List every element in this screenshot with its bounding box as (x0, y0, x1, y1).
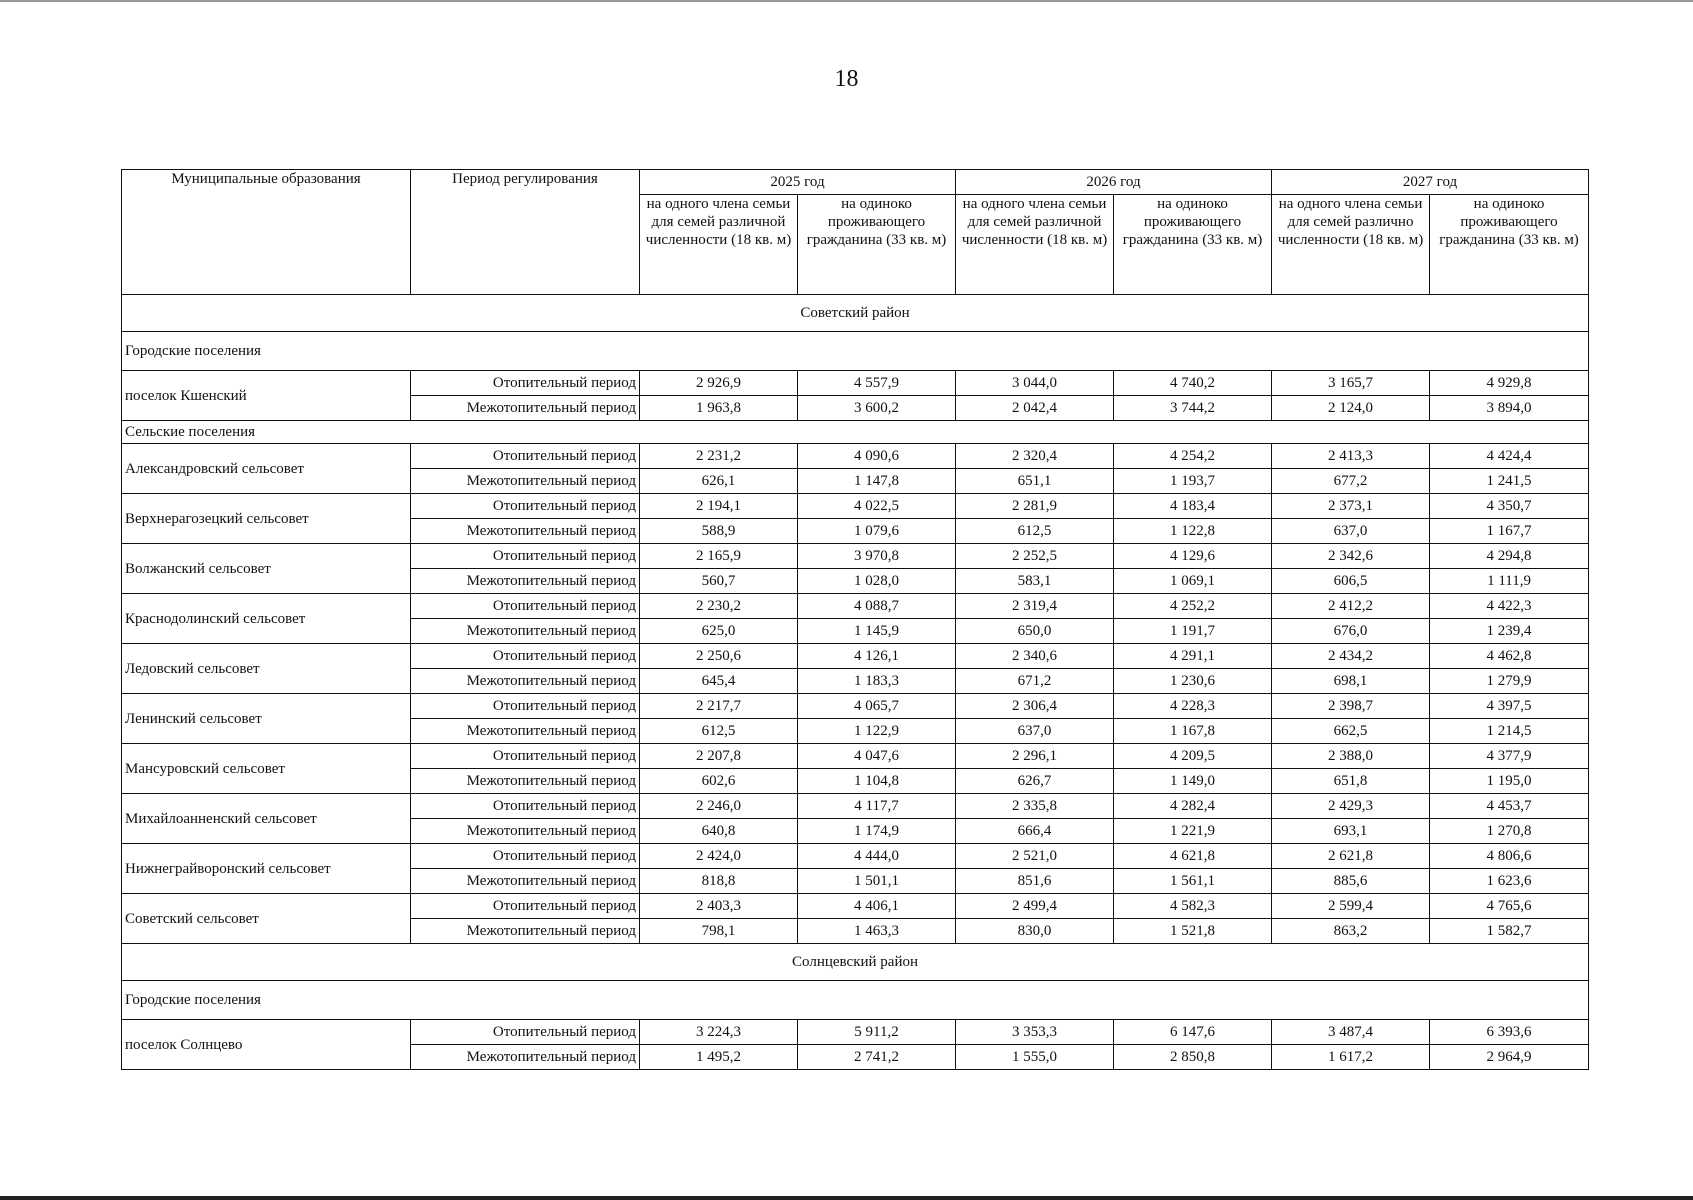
period-non-heating: Межотопительный период (411, 519, 640, 544)
table-body (122, 295, 1589, 1070)
value-cell: 588,9 (640, 519, 798, 544)
value-cell: 4 252,2 (1114, 594, 1272, 619)
period-heating: Отопительный период (411, 744, 640, 769)
value-cell: 1 270,8 (1430, 819, 1589, 844)
value-cell: 4 129,6 (1114, 544, 1272, 569)
group-name: Городские поселения (122, 981, 1589, 1020)
value-cell: 4 291,1 (1114, 644, 1272, 669)
period-non-heating: Межотопительный период (411, 1045, 640, 1070)
value-cell: 4 282,4 (1114, 794, 1272, 819)
value-cell: 1 221,9 (1114, 819, 1272, 844)
value-cell: 2 252,5 (956, 544, 1114, 569)
value-cell: 612,5 (956, 519, 1114, 544)
table-row (122, 371, 1589, 396)
subheader-2025-family: на одного члена семьи для семей различной численности (18 кв. м) (640, 195, 798, 295)
value-cell: 2 250,6 (640, 644, 798, 669)
municipality-name: поселок Кшенский (122, 371, 411, 421)
top-border-line (0, 0, 1693, 2)
value-cell: 626,7 (956, 769, 1114, 794)
value-cell: 3 044,0 (956, 371, 1114, 396)
value-cell: 798,1 (640, 919, 798, 944)
value-cell: 4 422,3 (1430, 594, 1589, 619)
table-row (122, 894, 1589, 919)
value-cell: 2 320,4 (956, 444, 1114, 469)
value-cell: 2 741,2 (798, 1045, 956, 1070)
value-cell: 4 397,5 (1430, 694, 1589, 719)
value-cell: 2 850,8 (1114, 1045, 1272, 1070)
value-cell: 626,1 (640, 469, 798, 494)
value-cell: 625,0 (640, 619, 798, 644)
value-cell: 2 342,6 (1272, 544, 1430, 569)
period-heating: Отопительный период (411, 1020, 640, 1045)
value-cell: 3 224,3 (640, 1020, 798, 1045)
value-cell: 4 765,6 (1430, 894, 1589, 919)
value-cell: 4 254,2 (1114, 444, 1272, 469)
value-cell: 3 165,7 (1272, 371, 1430, 396)
value-cell: 2 306,4 (956, 694, 1114, 719)
table-row (122, 594, 1589, 619)
value-cell: 1 623,6 (1430, 869, 1589, 894)
tariff-table (121, 169, 1589, 1070)
municipality-name: Волжанский сельсовет (122, 544, 411, 594)
value-cell: 885,6 (1272, 869, 1430, 894)
period-non-heating: Межотопительный период (411, 619, 640, 644)
value-cell: 2 246,0 (640, 794, 798, 819)
period-non-heating: Межотопительный период (411, 569, 640, 594)
table-row (122, 694, 1589, 719)
value-cell: 4 183,4 (1114, 494, 1272, 519)
value-cell: 1 501,1 (798, 869, 956, 894)
value-cell: 4 090,6 (798, 444, 956, 469)
value-cell: 4 621,8 (1114, 844, 1272, 869)
table-row (122, 1020, 1589, 1045)
value-cell: 3 970,8 (798, 544, 956, 569)
value-cell: 651,8 (1272, 769, 1430, 794)
value-cell: 1 521,8 (1114, 919, 1272, 944)
municipality-name: Михайлоанненский сельсовет (122, 794, 411, 844)
value-cell: 2 429,3 (1272, 794, 1430, 819)
value-cell: 2 217,7 (640, 694, 798, 719)
value-cell: 6 393,6 (1430, 1020, 1589, 1045)
value-cell: 4 806,6 (1430, 844, 1589, 869)
value-cell: 1 214,5 (1430, 719, 1589, 744)
period-heating: Отопительный период (411, 644, 640, 669)
value-cell: 4 582,3 (1114, 894, 1272, 919)
period-heating: Отопительный период (411, 444, 640, 469)
period-heating: Отопительный период (411, 894, 640, 919)
value-cell: 3 894,0 (1430, 396, 1589, 421)
subheader-2027-single: на одиноко проживающего гражданина (33 кв. м) (1430, 195, 1589, 295)
value-cell: 830,0 (956, 919, 1114, 944)
value-cell: 612,5 (640, 719, 798, 744)
group-row (122, 981, 1589, 1020)
value-cell: 1 069,1 (1114, 569, 1272, 594)
period-heating: Отопительный период (411, 794, 640, 819)
value-cell: 671,2 (956, 669, 1114, 694)
value-cell: 2 335,8 (956, 794, 1114, 819)
header-year-2027: 2027 год (1272, 170, 1589, 195)
value-cell: 1 582,7 (1430, 919, 1589, 944)
value-cell: 650,0 (956, 619, 1114, 644)
value-cell: 2 165,9 (640, 544, 798, 569)
period-non-heating: Межотопительный период (411, 396, 640, 421)
period-non-heating: Межотопительный период (411, 669, 640, 694)
value-cell: 2 621,8 (1272, 844, 1430, 869)
value-cell: 4 557,9 (798, 371, 956, 396)
district-name: Солнцевский район (122, 944, 1589, 981)
value-cell: 1 167,8 (1114, 719, 1272, 744)
value-cell: 2 424,0 (640, 844, 798, 869)
subheader-2026-family: на одного члена семьи для семей различной численности (18 кв. м) (956, 195, 1114, 295)
value-cell: 583,1 (956, 569, 1114, 594)
value-cell: 4 453,7 (1430, 794, 1589, 819)
value-cell: 1 191,7 (1114, 619, 1272, 644)
value-cell: 2 926,9 (640, 371, 798, 396)
period-non-heating: Межотопительный период (411, 769, 640, 794)
value-cell: 1 167,7 (1430, 519, 1589, 544)
municipality-name: Верхнерагозецкий сельсовет (122, 494, 411, 544)
value-cell: 651,1 (956, 469, 1114, 494)
value-cell: 4 209,5 (1114, 744, 1272, 769)
value-cell: 1 193,7 (1114, 469, 1272, 494)
value-cell: 2 388,0 (1272, 744, 1430, 769)
value-cell: 698,1 (1272, 669, 1430, 694)
period-heating: Отопительный период (411, 544, 640, 569)
value-cell: 2 230,2 (640, 594, 798, 619)
value-cell: 637,0 (956, 719, 1114, 744)
bottom-border-line (0, 1196, 1693, 1200)
subheader-2025-single: на одиноко проживающего гражданина (33 кв. м) (798, 195, 956, 295)
value-cell: 2 281,9 (956, 494, 1114, 519)
municipality-name: Мансуровский сельсовет (122, 744, 411, 794)
municipality-name: Ледовский сельсовет (122, 644, 411, 694)
value-cell: 2 373,1 (1272, 494, 1430, 519)
district-name: Советский район (122, 295, 1589, 332)
period-non-heating: Межотопительный период (411, 469, 640, 494)
header-period: Период регулирования (411, 170, 640, 295)
period-non-heating: Межотопительный период (411, 919, 640, 944)
value-cell: 4 444,0 (798, 844, 956, 869)
value-cell: 4 065,7 (798, 694, 956, 719)
value-cell: 1 279,9 (1430, 669, 1589, 694)
value-cell: 676,0 (1272, 619, 1430, 644)
period-non-heating: Межотопительный период (411, 819, 640, 844)
value-cell: 1 122,8 (1114, 519, 1272, 544)
value-cell: 1 145,9 (798, 619, 956, 644)
value-cell: 2 499,4 (956, 894, 1114, 919)
value-cell: 2 319,4 (956, 594, 1114, 619)
value-cell: 4 088,7 (798, 594, 956, 619)
value-cell: 851,6 (956, 869, 1114, 894)
value-cell: 2 964,9 (1430, 1045, 1589, 1070)
table-row (122, 544, 1589, 569)
value-cell: 1 147,8 (798, 469, 956, 494)
group-name: Городские поселения (122, 332, 1589, 371)
value-cell: 1 963,8 (640, 396, 798, 421)
value-cell: 1 028,0 (798, 569, 956, 594)
table-row (122, 444, 1589, 469)
value-cell: 4 126,1 (798, 644, 956, 669)
value-cell: 662,5 (1272, 719, 1430, 744)
value-cell: 2 194,1 (640, 494, 798, 519)
value-cell: 4 406,1 (798, 894, 956, 919)
table-row (122, 844, 1589, 869)
value-cell: 2 413,3 (1272, 444, 1430, 469)
header-year-2025: 2025 год (640, 170, 956, 195)
period-non-heating: Межотопительный период (411, 719, 640, 744)
value-cell: 1 463,3 (798, 919, 956, 944)
value-cell: 2 398,7 (1272, 694, 1430, 719)
value-cell: 645,4 (640, 669, 798, 694)
value-cell: 6 147,6 (1114, 1020, 1272, 1045)
value-cell: 1 239,4 (1430, 619, 1589, 644)
value-cell: 4 424,4 (1430, 444, 1589, 469)
subheader-2027-family: на одного члена семьи для семей различно численности (18 кв. м) (1272, 195, 1430, 295)
value-cell: 2 042,4 (956, 396, 1114, 421)
value-cell: 2 124,0 (1272, 396, 1430, 421)
table-row (122, 794, 1589, 819)
value-cell: 1 104,8 (798, 769, 956, 794)
value-cell: 560,7 (640, 569, 798, 594)
value-cell: 4 022,5 (798, 494, 956, 519)
header-year-2026: 2026 год (956, 170, 1272, 195)
table-row (122, 744, 1589, 769)
value-cell: 4 294,8 (1430, 544, 1589, 569)
period-heating: Отопительный период (411, 494, 640, 519)
municipality-name: Краснодолинский сельсовет (122, 594, 411, 644)
period-heating: Отопительный период (411, 844, 640, 869)
period-heating: Отопительный период (411, 371, 640, 396)
value-cell: 3 600,2 (798, 396, 956, 421)
value-cell: 2 340,6 (956, 644, 1114, 669)
value-cell: 5 911,2 (798, 1020, 956, 1045)
value-cell: 2 207,8 (640, 744, 798, 769)
value-cell: 2 231,2 (640, 444, 798, 469)
value-cell: 4 350,7 (1430, 494, 1589, 519)
value-cell: 1 174,9 (798, 819, 956, 844)
value-cell: 1 149,0 (1114, 769, 1272, 794)
municipality-name: поселок Солнцево (122, 1020, 411, 1070)
group-row (122, 421, 1589, 444)
table-row (122, 494, 1589, 519)
subheader-2026-single: на одиноко проживающего гражданина (33 кв. м) (1114, 195, 1272, 295)
period-non-heating: Межотопительный период (411, 869, 640, 894)
value-cell: 2 412,2 (1272, 594, 1430, 619)
value-cell: 2 521,0 (956, 844, 1114, 869)
period-heating: Отопительный период (411, 594, 640, 619)
value-cell: 1 561,1 (1114, 869, 1272, 894)
municipality-name: Александровский сельсовет (122, 444, 411, 494)
value-cell: 1 617,2 (1272, 1045, 1430, 1070)
page-number: 18 (834, 66, 859, 92)
municipality-name: Советский сельсовет (122, 894, 411, 944)
value-cell: 2 599,4 (1272, 894, 1430, 919)
value-cell: 2 296,1 (956, 744, 1114, 769)
value-cell: 1 495,2 (640, 1045, 798, 1070)
value-cell: 2 403,3 (640, 894, 798, 919)
value-cell: 677,2 (1272, 469, 1430, 494)
value-cell: 3 744,2 (1114, 396, 1272, 421)
municipality-name: Ленинский сельсовет (122, 694, 411, 744)
value-cell: 4 228,3 (1114, 694, 1272, 719)
value-cell: 4 929,8 (1430, 371, 1589, 396)
value-cell: 1 230,6 (1114, 669, 1272, 694)
municipality-name: Нижнеграйворонский сельсовет (122, 844, 411, 894)
value-cell: 602,6 (640, 769, 798, 794)
value-cell: 637,0 (1272, 519, 1430, 544)
value-cell: 4 117,7 (798, 794, 956, 819)
value-cell: 863,2 (1272, 919, 1430, 944)
value-cell: 3 353,3 (956, 1020, 1114, 1045)
value-cell: 1 555,0 (956, 1045, 1114, 1070)
value-cell: 640,8 (640, 819, 798, 844)
value-cell: 4 377,9 (1430, 744, 1589, 769)
value-cell: 1 183,3 (798, 669, 956, 694)
value-cell: 693,1 (1272, 819, 1430, 844)
value-cell: 1 111,9 (1430, 569, 1589, 594)
value-cell: 2 434,2 (1272, 644, 1430, 669)
group-row (122, 332, 1589, 371)
value-cell: 4 462,8 (1430, 644, 1589, 669)
period-heating: Отопительный период (411, 694, 640, 719)
value-cell: 666,4 (956, 819, 1114, 844)
value-cell: 1 195,0 (1430, 769, 1589, 794)
district-row (122, 295, 1589, 332)
value-cell: 4 740,2 (1114, 371, 1272, 396)
district-row (122, 944, 1589, 981)
value-cell: 1 241,5 (1430, 469, 1589, 494)
group-name: Сельские поселения (122, 421, 1589, 444)
value-cell: 1 122,9 (798, 719, 956, 744)
value-cell: 818,8 (640, 869, 798, 894)
value-cell: 606,5 (1272, 569, 1430, 594)
value-cell: 1 079,6 (798, 519, 956, 544)
value-cell: 4 047,6 (798, 744, 956, 769)
value-cell: 3 487,4 (1272, 1020, 1430, 1045)
table-row (122, 644, 1589, 669)
header-municipality: Муниципальные образования (122, 170, 411, 295)
